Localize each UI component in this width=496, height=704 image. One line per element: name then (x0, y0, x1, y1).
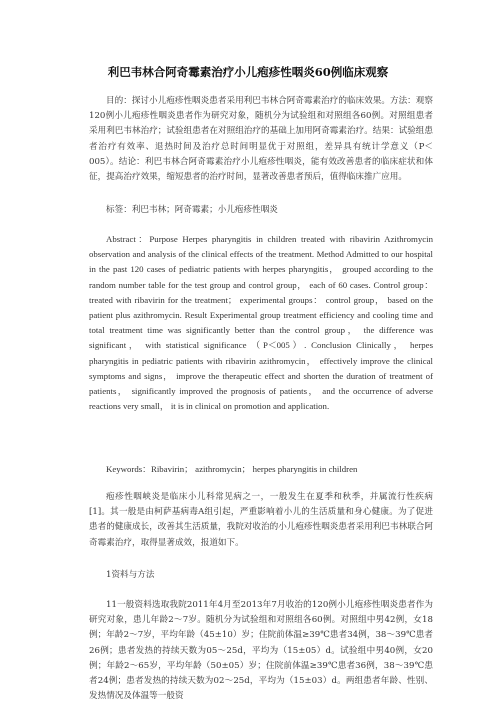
document-title: 利巴韦林合阿奇霉素治疗小儿疱疹性咽炎60例临床观察 (107, 65, 389, 79)
chinese-keywords: 标签：利巴韦林；阿奇霉素；小儿疱疹性咽炎 (106, 205, 278, 215)
chinese-abstract: 目的：探讨小儿疱疹性咽炎患者采用利巴韦林合阿奇霉素治疗的临床效果。方法：观察120例小儿疱疹性咽炎患者作为研究对象，随机分为试验组和对照组各60例。对照组患者采用利巴韦林治疗；试验组患者在对照组治疗的基础上加用阿奇霉素治疗。结果：试验组患者治疗有效率、退热时间及治疗总时间明显优于对照组，差异具有统计学意义（P＜005）。结论：利巴韦林合阿奇霉素治疗小儿疱疹性咽炎，能有效改善患者的临床症状和体征，提高治疗效果，缩短患者的治疗时间，显著改善患者预后，值得临床推广应用。 (89, 96, 433, 183)
introduction-paragraph: 疱疹性咽峡炎是临床小儿科常见病之一，一般发生在夏季和秋季，并属流行性疾病[1]。其一般是由柯萨基病毒A组引起，严重影响着小儿的生活质量和身心健康。为了促进患者的健康成长，改善其生活质量，我院对收治的小儿疱疹性咽炎患者采用利巴韦林联合阿奇霉素治疗，取得显著成效，报道如下。 (89, 492, 433, 548)
english-keywords: Keywords：Ribavirin； azithromycin； herpes pharyngitis in children (106, 464, 358, 474)
section-body: 11一般资料选取我院2011年4月至2013年7月收治的120例小儿疱疹性咽炎患者作为研究对象，患儿年龄2～7岁。随机分为试验组和对照组各60例。对照组中男42例，女18例；年龄2～7岁，平均年龄（45±10）岁；住院前体温≥39℃患者34例，38～39℃患者26例；患者发热的持续天数为05～25d，平均为（15±05）d。试验组中男40例，女20例；年龄2～65岁，平均年龄（50±05）岁；住院前体温≥39℃患者36例，38～39℃患者24例；患者发热的持续天数为02～25d，平均为（15±03）d。两组患者年龄、性别、发热情况及体温等一般资 (89, 600, 433, 702)
section-heading: 1资料与方法 (106, 570, 155, 580)
english-abstract: Abstract：Purpose Herpes pharyngitis in children treated with ribavirin Azithromycin observation and analysis of the clinical effects of the treatment. Method Admitted to our hospital in the past 120 cases of pediatric patients with herpes pharyngitis， grouped according to the random number table for the test group and control group， each of 60 cases. Control group： treated with ribavirin for the treatment； experimental groups： control group， based on the patient plus azithromycin. Result Experimental group treatment efficiency and cooling time and total treatment time was significantly better than the control group， the difference was significant， with statistical significance （P＜005）. Conclusion Clinically， herpes pharyngitis in pediatric patients with ribavirin azithromycin， effectively improve the clinical symptoms and signs， improve the therapeutic effect and shorten the duration of treatment of patients， significantly improved the prognosis of patients， and the occurrence of adverse reactions very small， it is in clinical on promotion and application. (89, 234, 433, 412)
